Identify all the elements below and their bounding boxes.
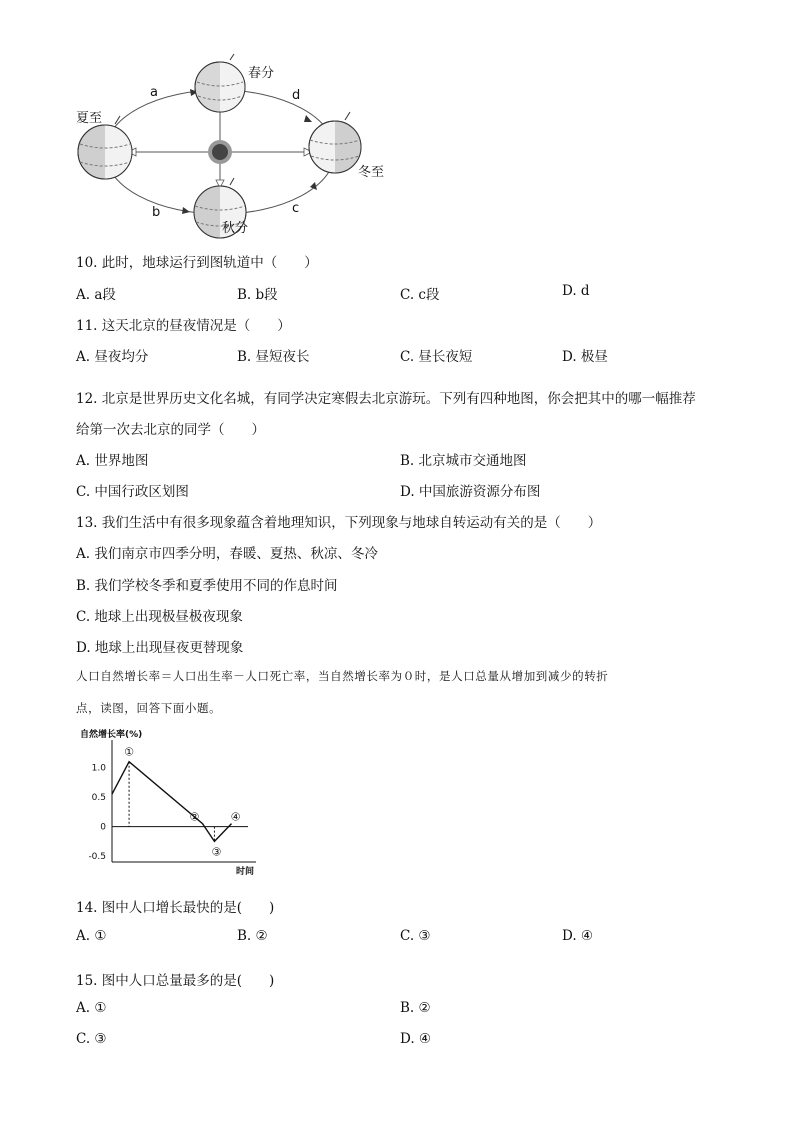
q11-option-b[interactable]: B. 昼短夜长 bbox=[237, 349, 310, 365]
point-label-3: ③ bbox=[211, 845, 222, 859]
q13-option-a[interactable]: A. 我们南京市四季分明，春暖、夏热、秋凉、冬冷 bbox=[76, 546, 378, 562]
q14-option-b[interactable]: B. ② bbox=[237, 928, 268, 944]
q15-option-b[interactable]: B. ② bbox=[400, 1000, 431, 1016]
label-autumn: 秋分 bbox=[222, 221, 249, 236]
q12-option-c[interactable]: C. 中国行政区划图 bbox=[76, 484, 189, 500]
orbit-diagram bbox=[70, 52, 400, 247]
label-c: c bbox=[292, 201, 300, 216]
q12-option-d[interactable]: D. 中国旅游资源分布图 bbox=[400, 484, 541, 500]
question-14 bbox=[76, 896, 274, 916]
q12-option-a[interactable]: A. 世界地图 bbox=[76, 453, 149, 469]
q10-option-b[interactable]: B. b段 bbox=[237, 287, 278, 303]
q14-option-d[interactable]: D. ④ bbox=[562, 928, 594, 944]
point-label-2: ② bbox=[189, 810, 200, 824]
question-text: 图中人口增长最快的是( ) bbox=[101, 900, 275, 916]
question-13 bbox=[76, 511, 601, 531]
q15-option-a[interactable]: A. ① bbox=[76, 1000, 107, 1016]
q13-option-c[interactable]: C. 地球上出现极昼极夜现象 bbox=[76, 609, 243, 625]
question-text: 北京是世界历史文化名城，有同学决定寒假去北京游玩。下列有四种地图，你会把其中的哪一幅推荐 bbox=[101, 391, 696, 407]
question-text: 图中人口总量最多的是( ) bbox=[101, 973, 275, 989]
population-growth-chart bbox=[76, 726, 266, 876]
q10-option-d[interactable]: D. d bbox=[562, 283, 590, 299]
question-12-line2: 给第一次去北京的同学（ ） bbox=[76, 422, 265, 438]
q10-option-a[interactable]: A. a段 bbox=[76, 287, 116, 303]
question-12 bbox=[76, 387, 696, 407]
q15-option-c[interactable]: C. ③ bbox=[76, 1031, 107, 1047]
question-text: 这天北京的昼夜情况是（ ） bbox=[101, 318, 291, 334]
question-number: 15. bbox=[76, 973, 98, 989]
growth-rate-line bbox=[112, 762, 232, 842]
intro-line-1: 人口自然增长率＝人口出生率－人口死亡率，当自然增长率为０时，是人口总量从增加到减少的转折 bbox=[76, 669, 609, 683]
q11-option-d[interactable]: D. 极昼 bbox=[562, 349, 608, 365]
question-number: 11. bbox=[76, 318, 98, 334]
question-10 bbox=[76, 251, 318, 271]
y-tick-label: 0 bbox=[100, 822, 106, 833]
x-axis-label: 时间 bbox=[236, 867, 255, 876]
question-number: 14. bbox=[76, 900, 98, 916]
q14-option-a[interactable]: A. ① bbox=[76, 928, 107, 944]
question-number: 12. bbox=[76, 391, 98, 407]
label-summer: 夏至 bbox=[76, 111, 103, 126]
sun-icon bbox=[208, 140, 232, 164]
q11-option-c[interactable]: C. 昼长夜短 bbox=[400, 349, 473, 365]
q15-option-d[interactable]: D. ④ bbox=[400, 1031, 432, 1047]
label-d: d bbox=[292, 88, 301, 103]
question-number: 13. bbox=[76, 515, 98, 531]
label-b: b bbox=[152, 205, 161, 220]
question-text: 此时，地球运行到图轨道中（ ） bbox=[101, 255, 318, 271]
question-11 bbox=[76, 314, 291, 334]
question-15 bbox=[76, 969, 274, 989]
y-tick-label: -0.5 bbox=[88, 852, 106, 863]
q14-option-c[interactable]: C. ③ bbox=[400, 928, 431, 944]
y-tick-label: 1.0 bbox=[91, 763, 106, 774]
question-number: 10. bbox=[76, 255, 98, 271]
point-label-1: ① bbox=[124, 745, 135, 759]
q12-option-b[interactable]: B. 北京城市交通地图 bbox=[400, 453, 527, 469]
label-spring: 春分 bbox=[248, 66, 275, 81]
q13-option-b[interactable]: B. 我们学校冬季和夏季使用不同的作息时间 bbox=[76, 578, 338, 594]
y-axis-label: 自然增长率(%) bbox=[80, 730, 143, 740]
point-label-4: ④ bbox=[230, 810, 241, 824]
earth-spring-icon bbox=[195, 54, 245, 112]
q10-option-c[interactable]: C. c段 bbox=[400, 287, 440, 303]
earth-winter-icon bbox=[309, 112, 361, 173]
question-text: 我们生活中有很多现象蕴含着地理知识，下列现象与地球自转运动有关的是（ ） bbox=[101, 515, 602, 531]
label-a: a bbox=[150, 85, 158, 100]
intro-line-2: 点，读图，回答下面小题。 bbox=[76, 701, 222, 715]
q11-option-a[interactable]: A. 昼夜均分 bbox=[76, 349, 149, 365]
y-tick-label: 0.5 bbox=[91, 793, 106, 804]
label-winter: 冬至 bbox=[358, 165, 385, 180]
q13-option-d[interactable]: D. 地球上出现昼夜更替现象 bbox=[76, 640, 244, 656]
